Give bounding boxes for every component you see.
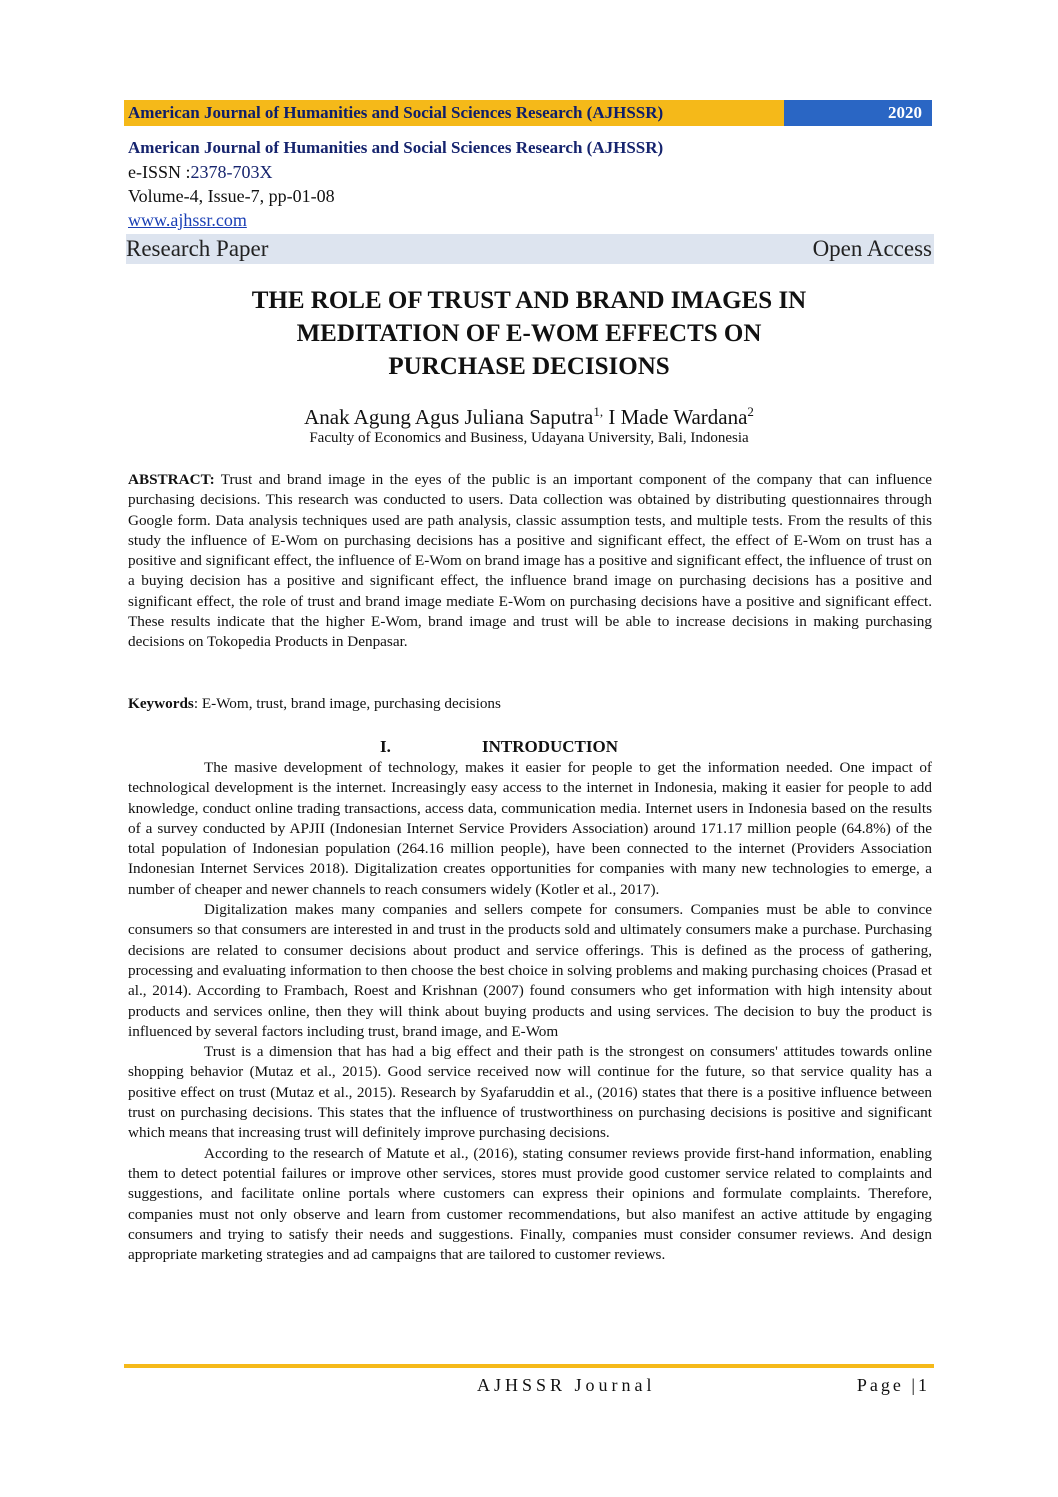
access-type: Open Access	[812, 236, 932, 261]
header-journal-name: American Journal of Humanities and Social Sciences Research (AJHSSR)	[124, 100, 784, 126]
author-1: Anak Agung Agus Juliana Saputra	[304, 405, 594, 429]
journal-url-link[interactable]: www.ajhssr.com	[128, 210, 247, 230]
abstract-label: ABSTRACT:	[128, 471, 215, 488]
journal-name: American Journal of Humanities and Social Sciences Research (AJHSSR)	[128, 138, 664, 157]
paper-title	[124, 284, 934, 383]
footer-journal: AJHSSR Journal	[477, 1375, 656, 1395]
paper-type: Research Paper	[126, 236, 269, 261]
footer-divider	[124, 1364, 934, 1368]
keywords	[128, 694, 932, 714]
header-year: 2020	[784, 100, 932, 126]
title-line-1: THE ROLE OF TRUST AND BRAND IMAGES IN	[251, 287, 807, 314]
title-line-3: PURCHASE DECISIONS	[388, 353, 670, 380]
journal-meta	[128, 136, 934, 264]
issn-value: 2378-703X	[190, 162, 273, 182]
intro-paragraph-3: Trust is a dimension that has had a big effect and their path is the strongest on consumers' attitudes towards online shopping behavior (Mutaz et al., 2015). Good service received now will continue for the future, so that service quality has a positive effect on trust (Mutaz et al., 2015). Research by Syafaruddin et al., (2016) states that there is a positive influence between trust on purchasing decisions. This states that the influence of trustworthiness on purchasing decisions is positive and significant which means that increasing trust will definitely improve purchasing decisions.	[128, 1043, 932, 1142]
abstract-text: Trust and brand image in the eyes of the public is an important component of the company that can influence purchasing decisions. This research was conducted to users. Data collection was obtained by distributing questionnaires through Google form. Data analysis techniques used are path analysis, classic assumption tests, and multiple tests. From the results of this study the influence of E-Wom on purchasing decisions has a positive and significant effect, the effect of E-Wom on trust has a positive and significant effect, the influence of E-Wom on brand image has a positive and significant effect, the influence of trust on a buying decision has a positive and significant effect, the influence brand image on purchasing decisions has a positive and significant effect, the role of trust and brand image mediate E-Wom on purchasing decisions have a positive and significant effect. These results indicate that the higher E-Wom, brand image and trust will be able to increase decisions in making purchasing decisions on Tokopedia Products in Denpasar.	[128, 471, 932, 651]
author-list	[124, 398, 934, 431]
volume-line: Volume-4, Issue-7, pp-01-08	[128, 186, 335, 206]
abstract	[128, 470, 932, 653]
page-number: Page |1	[856, 1375, 930, 1395]
intro-paragraph-2: Digitalization makes many companies and sellers compete for consumers. Companies must be able to convince consumers so that consumers are interested in and trust in the products sold and ultimately consumers make a purchase. Purchasing decisions are related to consumer decisions about product and service offerings. This is defined as the process of gathering, processing and evaluating information to then choose the best choice in solving problems and making purchasing choices (Prasad et al., 2014). According to Frambach, Roest and Krishnan (2007) found consumers who get information with high intensity about products and services online, then they will think about buying products and using services. The decision to buy the product is influenced by several factors including trust, brand image, and E-Wom	[128, 901, 932, 1040]
author-2: I Made Wardana	[603, 405, 748, 429]
title-line-2: MEDITATION OF E-WOM EFFECTS ON	[296, 320, 762, 347]
section-name: INTRODUCTION	[482, 737, 619, 756]
paper-type-bar	[126, 234, 934, 264]
issn-line	[128, 160, 934, 184]
running-header	[124, 100, 932, 126]
introduction-body	[128, 758, 932, 1265]
issn-label: e-ISSN :	[128, 162, 191, 182]
affiliation: Faculty of Economics and Business, Udayana University, Bali, Indonesia	[309, 430, 749, 446]
keywords-text: : E-Wom, trust, brand image, purchasing decisions	[193, 695, 501, 712]
section-number: I.	[380, 737, 391, 756]
author-2-affil: 2	[747, 404, 754, 419]
intro-paragraph-1: The masive development of technology, makes it easier for people to get the information needed. One impact of technological development is the internet. Increasingly easy access to the internet in Indonesia, making it easier for people to add knowledge, conduct online trading transactions, access data, communication media. Internet users in Indonesia based on the results of a survey conducted by APJII (Indonesian Internet Service Providers Association) around 171.17 million people (64.8%) of the total population of Indonesian population (264.16 million people), have been connected to the internet (Providers Association Indonesian Internet Services 2018). Digitalization creates opportunities for companies with many new technologies to emerge, a number of cheaper and newer channels to reach consumers widely (Kotler et al., 2017).	[128, 759, 932, 898]
keywords-label: Keywords	[128, 695, 194, 712]
intro-paragraph-4: According to the research of Matute et al., (2016), stating consumer reviews provide first-hand information, enabling them to detect potential failures or improve other services, stores must provide good customer service related to complaints and suggestions, and facilitate online portals where customers can express their opinions and formulate complaints. Therefore, companies must not only observe and learn from customer recommendations, but also manifest an active attitude by engaging consumers and trying to satisfy their needs and suggestions. Finally, companies must consider consumer reviews. And design appropriate marketing strategies and ad campaigns that are tailored to customer reviews.	[128, 1144, 932, 1264]
page-footer	[124, 1373, 934, 1397]
author-1-affil: 1,	[593, 404, 604, 419]
